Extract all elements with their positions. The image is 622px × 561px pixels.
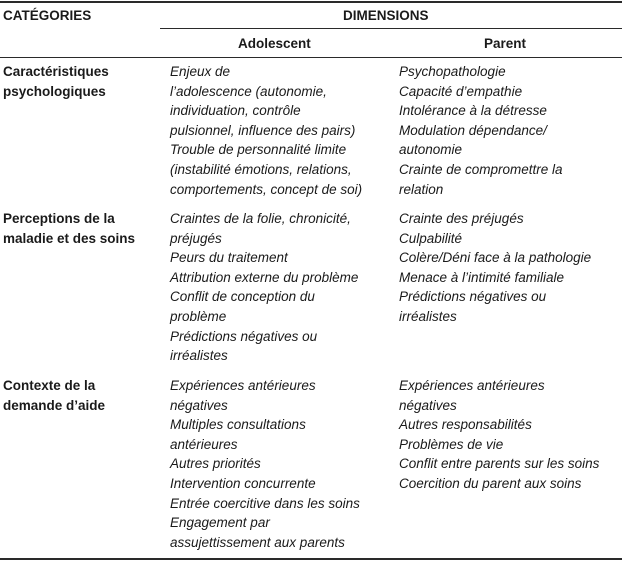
- cell-line: Engagement par: [170, 515, 270, 531]
- header-bottom-rule: [0, 57, 622, 58]
- cell-line: Culpabilité: [399, 230, 463, 246]
- category-line: Contexte de la: [3, 378, 96, 393]
- cell-line: comportements, concept de soi): [170, 181, 363, 197]
- adolescent-cell-contexte: [170, 376, 392, 552]
- cell-line: Autres priorités: [170, 456, 261, 472]
- cell-line: Craintes de la folie, chronicité,: [170, 211, 351, 226]
- cell-line: problème: [170, 308, 227, 324]
- cell-line: relation: [399, 181, 444, 197]
- header-categories: CATÉGORIES: [3, 8, 92, 23]
- category-contexte: [3, 376, 163, 415]
- cell-line: Colère/Déni face à la pathologie: [399, 250, 592, 266]
- adolescent-cell-perceptions: [170, 209, 392, 366]
- cell-line: Expériences antérieures: [399, 378, 545, 393]
- cell-line: Intervention concurrente: [170, 475, 316, 491]
- cell-line: Psychopathologie: [399, 64, 506, 79]
- cell-line: négatives: [399, 397, 457, 413]
- cell-line: Crainte de compromettre la: [399, 161, 563, 177]
- cell-line: (instabilité émotions, relations,: [170, 161, 352, 177]
- category-perceptions: [3, 209, 163, 248]
- cell-line: Entrée coercitive dans les soins: [170, 495, 360, 511]
- cell-line: pulsionnel, influence des pairs): [170, 122, 356, 138]
- category-psychologiques: [3, 62, 163, 101]
- cell-line: préjugés: [170, 230, 222, 246]
- cell-line: Multiples consultations: [170, 417, 306, 433]
- cell-line: Peurs du traitement: [170, 250, 288, 266]
- cell-line: Menace à l’intimité familiale: [399, 269, 565, 285]
- cell-line: Coercition du parent aux soins: [399, 475, 582, 491]
- cell-line: autonomie: [399, 142, 463, 158]
- category-line: psychologiques: [3, 83, 106, 99]
- cell-line: l’adolescence (autonomie,: [170, 83, 327, 99]
- cell-line: Expériences antérieures: [170, 378, 316, 393]
- bottom-rule: [0, 558, 622, 560]
- category-line: Caractéristiques: [3, 64, 109, 79]
- parent-cell-perceptions: [399, 209, 619, 327]
- adolescent-cell-psychologiques: [170, 62, 392, 199]
- cell-line: irréalistes: [170, 348, 228, 364]
- cell-line: Trouble de personnalité limite: [170, 142, 347, 158]
- category-line: demande d’aide: [3, 397, 106, 413]
- header-dimensions: DIMENSIONS: [343, 8, 429, 23]
- header-adolescent: Adolescent: [238, 36, 311, 51]
- header-parent: Parent: [484, 36, 527, 51]
- category-line: maladie et des soins: [3, 230, 136, 246]
- cell-line: individuation, contrôle: [170, 103, 301, 119]
- cell-line: Attribution externe du problème: [170, 269, 359, 285]
- top-rule: [0, 1, 622, 3]
- cell-line: Intolérance à la détresse: [399, 103, 547, 119]
- cell-line: antérieures: [170, 436, 238, 452]
- parent-cell-psychologiques: [399, 62, 619, 199]
- cell-line: Autres responsabilités: [399, 417, 532, 433]
- cell-line: assujettissement aux parents: [170, 534, 345, 550]
- cell-line: irréalistes: [399, 308, 457, 324]
- cell-line: Conflit de conception du: [170, 289, 315, 305]
- header-divider-partial: [160, 28, 622, 29]
- cell-line: Conflit entre parents sur les soins: [399, 456, 600, 472]
- cell-line: Enjeux de: [170, 64, 231, 79]
- cell-line: Capacité d’empathie: [399, 83, 523, 99]
- cell-line: Problèmes de vie: [399, 436, 504, 452]
- cell-line: négatives: [170, 397, 228, 413]
- cell-line: Crainte des préjugés: [399, 211, 524, 226]
- cell-line: Prédictions négatives ou: [170, 328, 318, 344]
- cell-line: Prédictions négatives ou: [399, 289, 547, 305]
- category-line: Perceptions de la: [3, 211, 115, 226]
- cell-line: Modulation dépendance/: [399, 122, 547, 138]
- parent-cell-contexte: [399, 376, 619, 494]
